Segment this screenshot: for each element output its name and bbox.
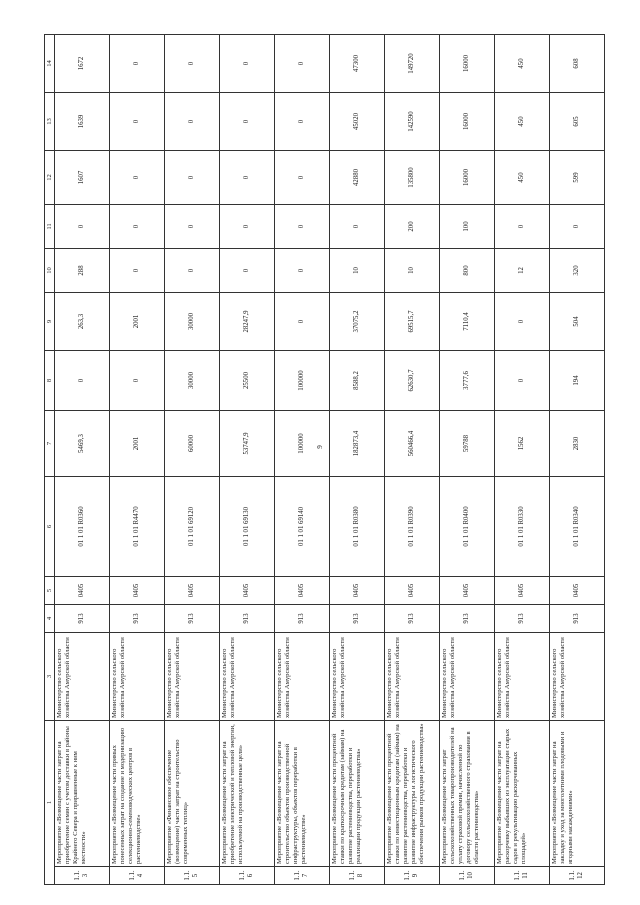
amount-cell: 0: [110, 92, 165, 150]
budget-code-cell: 01 1 01 R0380: [330, 476, 385, 576]
amount-cell: 1607: [55, 150, 110, 204]
header-row: [45, 34, 55, 884]
amount-cell: 30000: [165, 292, 220, 350]
table-row: [440, 34, 495, 884]
amount-cell: 560466,4: [385, 410, 440, 476]
amount-cell: 0: [110, 248, 165, 292]
amount-cell: 5469,3: [55, 410, 110, 476]
row-number-cell: 1.1.11: [495, 867, 550, 885]
amount-cell: 135800: [385, 150, 440, 204]
budget-code-cell: 01 1 01 R0390: [385, 476, 440, 576]
amount-cell: 608: [550, 34, 605, 92]
amount-cell: 0: [220, 204, 275, 248]
executor-cell: Министерство сельского хозяйства Амурской области: [440, 632, 495, 720]
amount-cell: 8588,2: [330, 350, 385, 410]
amount-cell: 2001: [110, 292, 165, 350]
code-cell: 913: [550, 604, 605, 632]
amount-cell: 0: [220, 92, 275, 150]
amount-cell: 263,3: [55, 292, 110, 350]
amount-cell: 59788: [440, 410, 495, 476]
measure-description-cell: Мероприятие «Финансовое обеспечение (возмещение) части затрат на строительство современных теплиц»: [165, 720, 220, 866]
header-cell: 14: [45, 34, 55, 92]
amount-cell: 450: [495, 92, 550, 150]
measure-description-cell: Мероприятие «Возмещение части прямых понесенных затрат на создание и модернизацию селекционно-семеноводческих центров в растениеводстве»: [110, 720, 165, 866]
executor-cell: Министерство сельского хозяйства Амурской области: [330, 632, 385, 720]
amount-cell: 0: [275, 92, 330, 150]
code-cell: 913: [220, 604, 275, 632]
amount-cell: 0: [275, 34, 330, 92]
header-cell: 4: [45, 604, 55, 632]
page-number: 9: [315, 445, 324, 449]
code-cell: 0405: [220, 576, 275, 604]
amount-cell: 100000: [275, 350, 330, 410]
code-cell: 913: [275, 604, 330, 632]
row-number-cell: 1.1.3: [55, 867, 110, 885]
budget-code-cell: 01 1 01 69130: [220, 476, 275, 576]
amount-cell: 25500: [220, 350, 275, 410]
row-number-cell: 1.1.9: [385, 867, 440, 885]
amount-cell: 16000: [440, 34, 495, 92]
header-cell: 8: [45, 350, 55, 410]
code-cell: 913: [385, 604, 440, 632]
budget-code-cell: 01 1 01 69140: [275, 476, 330, 576]
row-number-cell: 1.1.8: [330, 867, 385, 885]
amount-cell: 0: [110, 34, 165, 92]
row-number-cell: 1.1.10: [440, 867, 495, 885]
amount-cell: 800: [440, 248, 495, 292]
row-number-cell: 1.1.5: [165, 867, 220, 885]
amount-cell: 100: [440, 204, 495, 248]
amount-cell: 0: [275, 204, 330, 248]
amount-cell: 37075,2: [330, 292, 385, 350]
row-number-cell: 1.1.6: [220, 867, 275, 885]
amount-cell: 149720: [385, 34, 440, 92]
table-row: [550, 34, 605, 884]
code-cell: 913: [440, 604, 495, 632]
amount-cell: 504: [550, 292, 605, 350]
amount-cell: 0: [330, 204, 385, 248]
budget-code-cell: 01 1 01 R4470: [110, 476, 165, 576]
header-cell: 1: [45, 720, 55, 884]
measure-description-cell: Мероприятие «Возмещение части затрат сельскохозяйственных товаропроизводителей на уплату страховой премии, начисленной по договору сельскохозяйственного страхования в области растениеводства»: [440, 720, 495, 866]
header-cell: 7: [45, 410, 55, 476]
amount-cell: 450: [495, 150, 550, 204]
amount-cell: 0: [165, 34, 220, 92]
header-cell: 6: [45, 476, 55, 576]
amount-cell: 3777,6: [440, 350, 495, 410]
amount-cell: 0: [55, 350, 110, 410]
table-row: [385, 34, 440, 884]
amount-cell: 0: [55, 204, 110, 248]
measure-description-cell: Мероприятие «Возмещение части затрат на раскорчевку выбывших из эксплуатации старых садов и рекультивацию раскорчеванных площадей»: [495, 720, 550, 866]
table-row: [275, 34, 330, 884]
amount-cell: 0: [110, 204, 165, 248]
amount-cell: 599: [550, 150, 605, 204]
amount-cell: 28247,9: [220, 292, 275, 350]
header-cell: 9: [45, 292, 55, 350]
amount-cell: 200: [385, 204, 440, 248]
table-row: [165, 34, 220, 884]
amount-cell: 194: [550, 350, 605, 410]
amount-cell: 42880: [330, 150, 385, 204]
measure-description-cell: Мероприятие «Возмещение части затрат на приобретение семян с учетом доставки в районы Крайнего Севера и приравненные к ним местности»: [55, 720, 110, 866]
amount-cell: 12: [495, 248, 550, 292]
amount-cell: 0: [275, 150, 330, 204]
amount-cell: 320: [550, 248, 605, 292]
amount-cell: 2001: [110, 410, 165, 476]
table-body: [45, 34, 605, 884]
row-number-cell: 1.1.4: [110, 867, 165, 885]
code-cell: 913: [330, 604, 385, 632]
measure-description-cell: Мероприятие «Возмещение части процентной ставки по инвестиционным кредитам (займам) на развитие растениеводства, переработки и развитие инфраструктуры и логистического обеспечения рынков продукции растениеводства»: [385, 720, 440, 866]
amount-cell: 16000: [440, 150, 495, 204]
table-row: [110, 34, 165, 884]
code-cell: 0405: [385, 576, 440, 604]
executor-cell: Министерство сельского хозяйства Амурской области: [165, 632, 220, 720]
amount-cell: 450: [495, 34, 550, 92]
amount-cell: 2830: [550, 410, 605, 476]
amount-cell: 1672: [55, 34, 110, 92]
code-cell: 0405: [165, 576, 220, 604]
amount-cell: 30000: [165, 350, 220, 410]
amount-cell: 47300: [330, 34, 385, 92]
budget-code-cell: 01 1 01 R0400: [440, 476, 495, 576]
measure-description-cell: Мероприятие «Возмещение части затрат на приобретение электрической и тепловой энергии, используемой на производственные цели»: [220, 720, 275, 866]
budget-code-cell: 01 1 01 69120: [165, 476, 220, 576]
amount-cell: 0: [165, 248, 220, 292]
table-row: [220, 34, 275, 884]
executor-cell: Министерство сельского хозяйства Амурской области: [220, 632, 275, 720]
code-cell: 0405: [550, 576, 605, 604]
amount-cell: 45020: [330, 92, 385, 150]
measure-description-cell: Мероприятие «Возмещение части затрат на строительство объектов производственной инфраструктуры, объектов переработки в растениеводстве»: [275, 720, 330, 866]
executor-cell: Министерство сельского хозяйства Амурской области: [495, 632, 550, 720]
code-cell: 913: [110, 604, 165, 632]
header-cell: 13: [45, 92, 55, 150]
amount-cell: 16000: [440, 92, 495, 150]
amount-cell: 69515,7: [385, 292, 440, 350]
amount-cell: 0: [220, 150, 275, 204]
amount-cell: 0: [550, 204, 605, 248]
amount-cell: 142590: [385, 92, 440, 150]
code-cell: 0405: [275, 576, 330, 604]
amount-cell: 0: [220, 34, 275, 92]
code-cell: 913: [165, 604, 220, 632]
executor-cell: Министерство сельского хозяйства Амурской области: [550, 632, 605, 720]
table-row: [330, 34, 385, 884]
amount-cell: 62630,7: [385, 350, 440, 410]
table-row: [495, 34, 550, 884]
amount-cell: 0: [495, 292, 550, 350]
amount-cell: 0: [165, 92, 220, 150]
code-cell: 913: [495, 604, 550, 632]
measure-description-cell: Мероприятие «Возмещение части процентной ставки по краткосрочным кредитам (займам) на развитие растениеводства, переработки и реализации продукции растениеводства»: [330, 720, 385, 866]
executor-cell: Министерство сельского хозяйства Амурской области: [55, 632, 110, 720]
code-cell: 0405: [330, 576, 385, 604]
amount-cell: 0: [495, 350, 550, 410]
budget-code-cell: 01 1 01 R0340: [550, 476, 605, 576]
header-cell: 10: [45, 248, 55, 292]
budget-code-cell: 01 1 01 R0330: [495, 476, 550, 576]
amount-cell: 0: [275, 292, 330, 350]
amount-cell: 10: [385, 248, 440, 292]
amount-cell: 605: [550, 92, 605, 150]
executor-cell: Министерство сельского хозяйства Амурской области: [385, 632, 440, 720]
code-cell: 0405: [110, 576, 165, 604]
amount-cell: 100000: [275, 410, 330, 476]
code-cell: 0405: [55, 576, 110, 604]
amount-cell: 0: [165, 204, 220, 248]
amount-cell: 7110,4: [440, 292, 495, 350]
executor-cell: Министерство сельского хозяйства Амурской области: [275, 632, 330, 720]
amount-cell: 0: [275, 248, 330, 292]
amount-cell: 288: [55, 248, 110, 292]
code-cell: 0405: [495, 576, 550, 604]
amount-cell: 0: [495, 204, 550, 248]
row-number-cell: 1.1.7: [275, 867, 330, 885]
header-cell: 11: [45, 204, 55, 248]
row-number-cell: 1.1.12: [550, 867, 605, 885]
amount-cell: 10: [330, 248, 385, 292]
code-cell: 0405: [440, 576, 495, 604]
amount-cell: 60000: [165, 410, 220, 476]
amount-cell: 53747,9: [220, 410, 275, 476]
table-row: [55, 34, 110, 884]
header-cell: 12: [45, 150, 55, 204]
amount-cell: 1562: [495, 410, 550, 476]
amount-cell: 0: [110, 350, 165, 410]
executor-cell: Министерство сельского хозяйства Амурской области: [110, 632, 165, 720]
amount-cell: 182873,4: [330, 410, 385, 476]
budget-code-cell: 01 1 01 R0360: [55, 476, 110, 576]
amount-cell: 0: [110, 150, 165, 204]
measure-description-cell: Мероприятие «Возмещение части затрат на закладку и уход за многолетними плодовыми и ягодными насаждениями»: [550, 720, 605, 866]
amount-cell: 0: [165, 150, 220, 204]
rotated-table-container: [44, 35, 624, 885]
amount-cell: 1639: [55, 92, 110, 150]
amount-cell: 0: [220, 248, 275, 292]
header-cell: 5: [45, 576, 55, 604]
budget-table: [44, 34, 605, 885]
code-cell: 913: [55, 604, 110, 632]
header-cell: 3: [45, 632, 55, 720]
